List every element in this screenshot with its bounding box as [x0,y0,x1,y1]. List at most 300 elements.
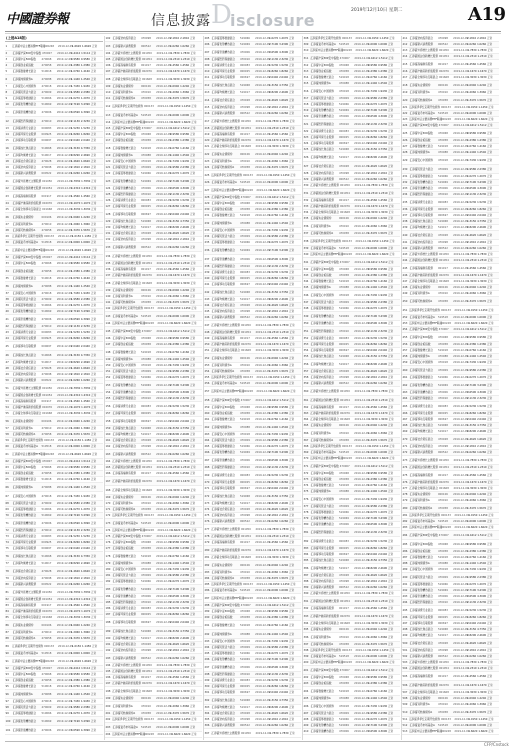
nav-date: 2019-12-09 [453,55,469,58]
fund-name: 汇添富医药保健混合 [211,265,236,268]
row-number: 444 [402,259,408,262]
fund-name: 汇添富环保行业股票 [409,208,434,211]
status-note: 正常 [190,620,196,624]
row-number: 349 [303,314,309,318]
table-row [303,612,400,621]
fund-code: 001668 [438,76,449,79]
row-number: 71 [5,521,9,525]
fund-code: 519069 [239,248,250,252]
status-note: 正常 [92,235,98,238]
fund-name: 汇添富移动互联股票 [211,283,236,286]
accumulated-nav: 2.2380 [477,575,487,579]
row-number: 109 [105,85,111,88]
status-note: 正常 [487,628,493,631]
accumulated-nav: 1.0000 [80,445,90,448]
nav-date: 2019-12-09 [156,358,172,361]
fund-code: 470006 [41,110,52,114]
status-note: 正常 [389,239,395,243]
unit-nav: 1.0940 [368,217,378,220]
nav-date: 2019-12-09 [56,466,72,469]
accumulated-nav: 1.9430 [279,640,289,643]
nav-date: 2019-12-09 [453,98,469,102]
fund-code: 519068 [41,353,52,357]
status-note: 正常 [388,599,394,603]
fund-code: 470018 [41,700,52,703]
row-number: 183 [105,587,111,591]
fund-code: 470068 [437,335,448,339]
fund-code: 519068 [140,629,151,633]
fund-code: 470010 [239,673,250,676]
nav-date: 2019-12-09 [255,43,271,46]
nav-date: 2019-12-09 [156,370,172,373]
fund-name: 汇添富外延增长主题股票 [112,254,141,258]
unit-nav: 2.1130 [368,530,378,534]
accumulated-nav: 1.5670 [477,98,487,102]
status-note: 正常 [289,64,295,67]
fund-name: 汇添富货币市场基金A [310,247,336,250]
table-row [402,681,499,690]
unit-nav: 1.0260 [368,178,378,181]
row-number: 243 [204,298,210,301]
accumulated-nav: 1.0000 [180,521,190,525]
table-row [402,264,499,273]
accumulated-nav: 1.7830 [279,119,289,123]
fund-name: 汇添富货币市场基金A [310,43,336,46]
fund-name: 汇添富社会责任混合 [12,160,37,163]
fund-code: 470018 [437,568,448,571]
row-number: 241 [204,283,210,286]
nav-date: 2019-12-09 [255,283,271,286]
unit-nav: 0.8290 [170,226,180,229]
fund-code: 519069 [437,383,448,387]
nav-date: 2019-12-09 [255,160,271,163]
unit-nav: 0.8290 [269,502,279,505]
unit-nav: 1.0760 [170,146,180,150]
row-number: 40 [5,310,9,313]
row-number: 150 [105,364,111,367]
fund-name: 汇添富蓝筹稳健混合 [310,511,335,514]
fund-code: 519066 [239,652,250,655]
status-note: 正常 [90,541,97,544]
unit-nav: 2.0440 [467,214,477,217]
unit-nav: 1.2060 [467,292,477,295]
unit-nav: 1.6620 [72,452,82,456]
accumulated-nav: 1.6620 [280,188,290,192]
fund-code: 519018 [41,478,52,481]
accumulated-nav: 1.2070 [80,712,90,715]
table-row [105,243,202,252]
nav-date: 2019-12-09 [156,629,172,633]
nav-date: 2019-12-09 [156,254,172,258]
fund-name: 汇添富医药保健混合 [112,193,137,196]
nav-date: 2019-12-09 [156,712,172,715]
accumulated-nav: 4.7350 [180,629,190,633]
row-number: 509 [402,703,408,706]
status-note: 正常 [190,350,196,354]
table-row [402,402,499,411]
accumulated-nav: 1.4560 [378,199,388,202]
accumulated-nav: 1.9430 [378,497,388,501]
status-note: 正常 [388,607,394,610]
row-number: 297 [204,665,210,669]
status-note: 正常 [90,652,97,655]
status-note: 正常 [289,202,295,205]
nav-date: 2019-12-09 [156,670,172,673]
row-number: 103 [105,44,111,48]
accumulated-nav: 1.0000 [279,589,289,592]
fund-name: 汇添富逆向投资混合 [310,172,335,175]
fund-name: 汇添富均衡增长混合 [112,433,137,436]
row-number: 259 [204,406,210,409]
table-row [303,597,400,606]
row-number: 503 [402,661,408,664]
nav-date: 2019-12-09 [156,179,172,183]
status-note: 正常 [91,406,97,409]
accumulated-nav: 1.2540 [378,697,388,700]
accumulated-nav: 2.2380 [80,706,90,709]
status-note: 正常 [388,355,394,358]
fund-name: 汇添富创业板指数 [12,64,34,67]
nav-date: 2019-12-09 [453,187,469,190]
row-number: 75 [5,547,9,550]
nav-date: 2019-12-09 [255,133,271,136]
status-note: 正常 [487,622,493,625]
unit-nav: 1.3150 [368,355,378,358]
status-note: 正常 [388,286,394,289]
status-note: 正常 [190,370,196,373]
fund-name: 汇添富民营活力混合 [211,235,236,238]
nav-date: 2019-12-09 [156,682,172,685]
nav-date: 2019-12-09 [56,77,72,81]
nav-date: 2019-12-09 [453,583,469,586]
status-note: 正常 [91,598,97,601]
fund-code: 470058 [239,166,250,169]
row-number: 412 [402,43,408,46]
fund-code: 470058 [338,232,349,235]
status-note: 正常 [289,520,295,523]
status-note: 正常 [487,655,493,658]
row-number: 45 [5,344,9,348]
fund-name: 汇添富国企创新增长股票 [211,535,240,538]
unit-nav: 1.2060 [170,704,180,708]
status-note: 正常 [190,682,196,685]
accumulated-nav: 1.9430 [378,704,388,708]
fund-name: 汇添富高端制造股票 [409,266,434,270]
status-note: 正常 [90,85,97,88]
unit-nav: 1.3030 [170,689,180,693]
fund-code: 000083 [239,64,250,67]
table-row [5,450,103,459]
accumulated-nav: 0.9580 [279,202,289,205]
status-note: 正常 [388,431,394,435]
accumulated-nav: 4.7350 [378,148,388,151]
row-number: 239 [204,271,210,274]
status-note: 正常 [190,587,196,591]
fund-name: 汇添富沪港深新价值股票 [211,548,240,552]
status-note: 正常 [289,265,295,268]
row-number: 28 [5,229,9,232]
row-number: 353 [303,343,309,346]
status-note: 正常 [487,343,493,346]
fund-code: 470006 [338,730,349,733]
fund-name: 汇添富消费行业混合 [211,473,236,477]
accumulated-nav: 1.1450 [280,376,290,379]
status-note: 正常 [190,535,196,538]
fund-code: 002076 [438,683,449,687]
nav-date: 2019-12-09 [354,689,370,693]
fund-name: 汇添富安心中国债券 [409,361,434,364]
status-note: 正常 [388,199,394,202]
unit-nav: 1.0760 [170,350,180,354]
accumulated-nav: 0.9580 [80,673,90,676]
accumulated-nav: 1.2240 [180,289,190,292]
nav-date: 2019-12-09 [454,308,470,312]
nav-date: 2019-12-09 [255,473,271,477]
row-number: 117 [105,139,111,142]
accumulated-nav: 1.2380 [477,550,487,553]
status-note: 正常 [190,433,196,436]
fund-code: 470018 [140,364,151,367]
unit-nav: 2.0440 [467,418,477,421]
fund-code: 470068 [140,133,151,136]
fund-code: 519018 [239,418,250,421]
status-note: 正常 [388,362,394,366]
row-number: 139 [105,289,111,292]
status-note: 正常 [487,724,493,727]
status-note: 正常 [289,323,295,327]
status-note: 正常 [487,634,493,637]
unit-nav: 2.1810 [170,445,180,448]
fund-name: 汇添富稳健增长混合 [211,623,236,627]
nav-date: 2019-12-09 [453,649,469,652]
row-number: 211 [204,76,210,79]
row-number: 437 [402,214,408,217]
nav-date: 2019-12-09 [56,103,72,106]
fund-code: 470018 [338,293,349,297]
unit-nav: 0.9580 [170,541,180,544]
fund-code: 000522 [239,520,250,523]
unit-nav: 1.3030 [71,616,81,619]
nav-date: 2019-12-09 [354,730,370,733]
fund-code: 470018 [338,704,349,708]
row-number: 68 [5,502,9,505]
row-number: 457 [402,349,408,352]
fund-code: 001054 [438,259,449,262]
nav-date: 2019-12-09 [58,644,74,648]
nav-date: 2019-12-09 [156,508,172,511]
unit-nav: 1.0150 [171,718,181,721]
fund-name: 汇添富环保行业股票 [112,412,137,415]
row-number: 309 [303,43,309,46]
status-note: 正常 [190,376,196,379]
nav-date: 2019-12-09 [354,566,370,570]
status-note: 正常 [289,425,295,429]
status-note: 正常 [91,590,97,594]
row-number: 333 [303,205,309,208]
nav-date: 2019-12-09 [354,314,370,318]
accumulated-nav: 1.2380 [180,343,190,346]
fund-name: 汇添富稳健增长混合 [112,554,137,558]
status-note: 正常 [90,172,97,175]
table-row [5,315,103,324]
row-number: 69 [5,508,9,511]
fund-name: 汇添富沪港深新价值股票 [112,274,141,277]
nav-date: 2019-12-09 [354,676,370,679]
unit-nav: 2.0440 [368,142,378,145]
fund-code: 000083 [437,200,448,204]
unit-nav: 0.9580 [269,406,279,409]
fund-code: 470028 [239,508,250,511]
row-number: 215 [204,106,210,109]
accumulated-nav: 1.9430 [80,700,90,703]
nav-date: 2019-12-09 [156,460,172,463]
status-note: 正常 [488,308,494,312]
status-note: 正常 [388,484,394,487]
fund-code: 470068 [437,542,448,546]
accumulated-nav: 1.1450 [478,106,488,109]
fund-name: 汇添富高端制造股票 [12,400,37,403]
fund-code: 002076 [141,274,152,277]
status-note: 正常 [90,70,97,73]
fund-code: 519018 [437,349,448,352]
row-number: 168 [105,488,111,492]
fund-name: 汇添富稳健增长混合 [310,484,335,487]
status-note: 正常 [190,607,196,610]
unit-nav: 1.7830 [71,179,81,183]
fund-code: 519018 [140,554,151,558]
fund-code: 519068 [437,220,448,223]
unit-nav: 1.7830 [269,527,279,531]
accumulated-nav: 2.0440 [477,622,487,625]
nav-date: 2019-12-09 [156,133,172,136]
accumulated-nav: 1.4160 [80,478,90,481]
fund-code: 001050 [339,592,350,595]
row-number: 217 [204,119,210,123]
accumulated-nav: 1.1450 [379,445,389,448]
row-number: 137 [105,274,111,277]
unit-nav: 1.4560 [368,607,378,610]
unit-nav: 2.7190 [170,179,180,183]
nav-date: 2019-12-09 [255,298,271,301]
fund-code: 519066 [239,445,250,448]
accumulated-nav: 2.3230 [279,58,289,61]
fund-code: 001917 [41,194,52,198]
nav-date: 2019-12-09 [56,577,72,580]
nav-date: 2019-12-09 [255,277,271,280]
accumulated-nav: 1.6620 [378,370,388,373]
unit-nav: 1.6620 [468,118,478,121]
fund-code: 519518 [140,725,151,729]
accumulated-nav: 2.1810 [80,166,90,169]
fund-name: 汇添富中证主要消费ETF联接 [210,596,245,600]
unit-nav: 0.9580 [70,58,80,61]
status-note: 正常 [191,733,197,736]
unit-nav: 3.6590 [467,187,477,190]
table-row [204,561,301,570]
status-note: 正常 [289,685,295,688]
unit-nav: 1.1670 [269,343,279,346]
fund-name: 汇添富实业债债券 [112,697,134,700]
status-note: 正常 [389,37,395,40]
unit-nav: 1.0150 [369,239,379,243]
accumulated-nav: 1.4560 [477,473,487,477]
row-number: 417 [402,76,408,79]
status-note: 正常 [487,139,493,142]
fund-name: 汇添富消费行业混合 [310,130,335,133]
row-number: 72 [5,529,9,532]
nav-date: 2019-12-09 [256,376,272,379]
unit-nav: 1.7430 [70,494,80,498]
row-number: 254 [204,370,210,373]
status-note: 正常 [289,43,295,46]
row-number: 53 [5,400,9,403]
unit-nav: 1.6620 [171,121,181,124]
row-number: 305 [204,718,210,721]
accumulated-nav: 0.9580 [180,133,190,136]
accumulated-nav: 1.5112 [81,667,91,670]
row-number: 58 [5,433,9,436]
nav-date: 2019-12-09 [255,271,271,274]
fund-code: 519068 [239,494,250,498]
fund-name: 汇添富稳健增长混合 [310,76,335,79]
status-note: 正常 [388,343,394,346]
nav-date: 2019-12-09 [453,167,469,171]
fund-code: 000522 [338,382,349,385]
nav-date: 2019-12-09 [156,383,172,387]
unit-nav: 1.0000 [368,655,378,658]
unit-nav: 1.2060 [269,364,279,367]
row-number: 366 [303,431,309,435]
fund-name: 汇添富稳健增长混合 [12,70,37,73]
accumulated-nav: 1.2310 [180,466,190,469]
fund-code: 001668 [240,145,251,148]
accumulated-nav: 1.2380 [80,269,90,273]
fund-name: 汇添富全球移动互联混合 [409,487,438,490]
nav-date: 2019-12-09 [156,146,172,150]
unit-nav: 1.0760 [70,70,80,73]
fund-name: 汇添富稳健增长混合 [211,418,236,421]
fund-code: 519068 [437,424,448,427]
nav-date: 2019-12-09 [453,710,469,714]
status-note: 正常 [388,136,394,139]
nav-date: 2019-12-09 [453,608,469,612]
nav-date: 2019-12-09 [453,226,469,229]
fund-code: 470010 [239,364,250,367]
accumulated-nav: 1.9430 [378,89,388,93]
unit-nav: 1.4560 [467,674,477,678]
status-note: 正常 [389,457,395,460]
row-number: 449 [402,292,408,295]
fund-code: 470006 [239,458,250,462]
accumulated-nav: 2.4690 [477,226,487,229]
fund-name: 汇添富新兴消费股票 [112,245,137,249]
nav-date: 2019-12-09 [57,667,73,670]
table-row [303,537,400,546]
unit-nav: 1.4560 [269,337,279,340]
table-row [402,81,499,90]
fund-name: 汇添富高端制造股票 [211,133,236,136]
row-number: 455 [402,335,408,339]
nav-date: 2019-12-09 [255,685,271,688]
fund-code: 000522 [437,43,448,46]
accumulated-nav: 1.3960 [279,571,289,574]
status-note: 正常 [487,641,493,645]
fund-code: 519068 [239,83,250,87]
accumulated-nav: 1.1450 [82,439,92,442]
nav-date: 2019-12-09 [255,214,271,217]
status-note: 正常 [487,595,493,598]
status-note: 正常 [388,260,394,264]
